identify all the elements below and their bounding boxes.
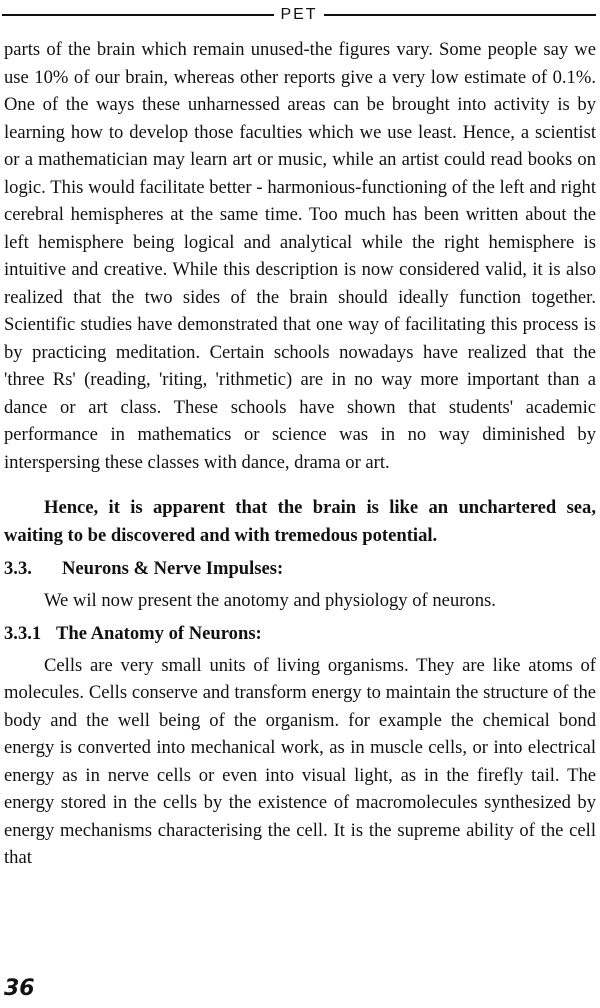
paragraph-cells: Cells are very small units of living organisms. They are like atoms of molecules. Cells conserve and transform energy to maintain the structure of the body and the well being of the organism. for example the chemical bond energy is converted into mechanical work, as in muscle cells, or into electrical energy as in nerve cells or even into visual light, as in the firefly tail. The energy stored in the cells by the existence of macromolecules synthesized by energy mechanisms characterising the cell. It is the supreme ability of the cell that (4, 654, 596, 868)
paragraph-gap (4, 476, 596, 494)
paragraph-unchartered-sea: Hence, it is apparent that the brain is like an unchartered sea, waiting to be discovered and with tremedous potential. (4, 497, 596, 546)
running-header (0, 4, 600, 26)
subsection-title: The Anatomy of Neurons: (56, 623, 262, 644)
page-body (4, 36, 596, 872)
paragraph-brain-usage: parts of the brain which remain unused-the figures vary. Some people say we use 10% of our brain, whereas other reports give a very low estimate of 0.1%. One of the ways these unharnessed areas can be brought into activity is by learning how to develop those faculties which we use least. Hence, a scientist or a mathematician may learn art or music, while an artist could read books on logic. This would facilitate better - harmonious-functioning of the left and right cerebral hemispheres at the same time. Too much has been written about the left hemisphere being logical and analytical while the right hemisphere is intuitive and creative. While this description is now considered valid, it is also realized that the two sides of the brain should ideally function together. Scientific studies have demonstrated that one way of facilitating this process is by practicing meditation. Certain schools nowadays have realized that the 'three Rs' (reading, 'riting, 'rithmetic) are in no way more important than a dance or art class. These schools have shown that students' academic performance in mathematics or science was in no way diminished by interspersing these classes with dance, drama or art. (4, 39, 596, 473)
header-rule-left (2, 14, 274, 16)
header-rule-right (324, 14, 596, 16)
section-number: 3.3. (4, 558, 32, 579)
section-heading (4, 555, 596, 583)
subsection-heading (4, 620, 596, 648)
subsection-number: 3.3.1 (4, 623, 42, 644)
page-number: 36 (4, 976, 35, 1001)
section-title: Neurons & Nerve Impulses: (62, 558, 284, 579)
header-title: PET (280, 6, 318, 23)
paragraph-neurons-intro: We wil now present the anotomy and physiology of neurons. (44, 589, 496, 611)
